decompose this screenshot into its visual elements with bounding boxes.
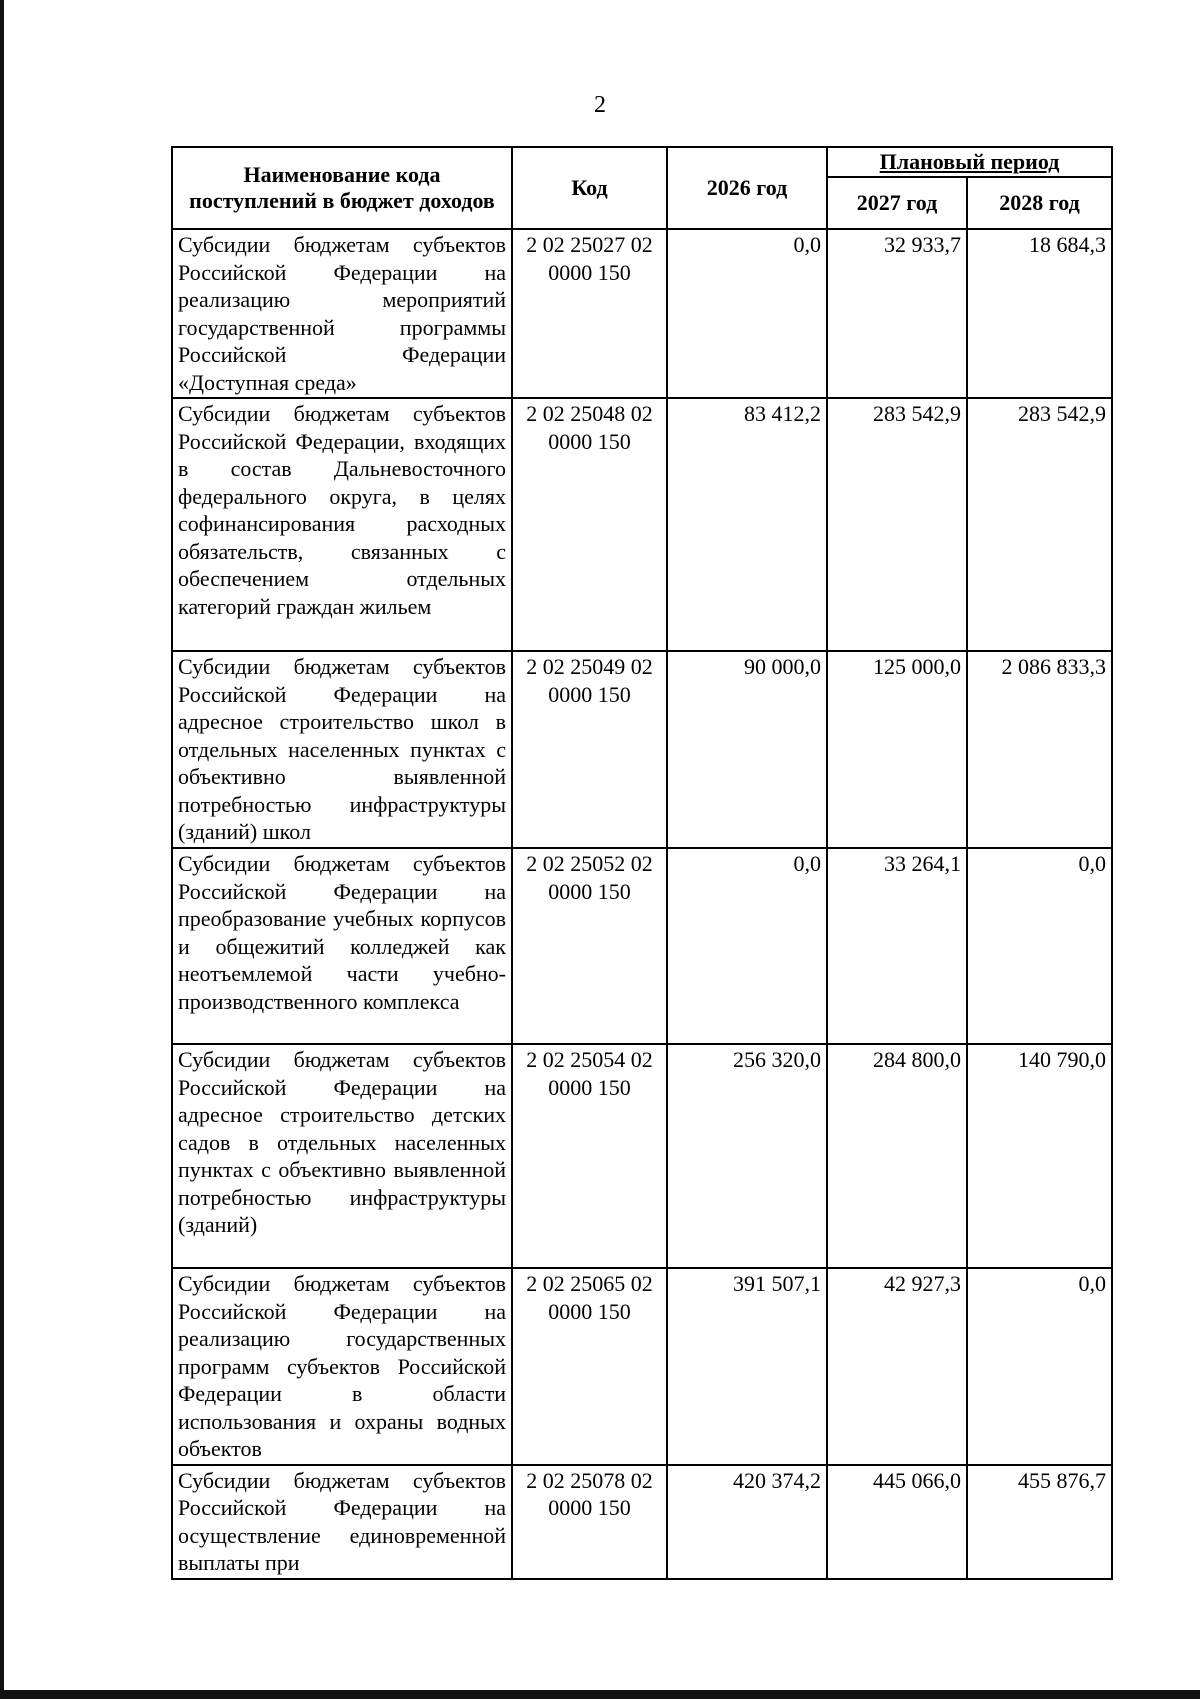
row-name: Субсидии бюджетам субъектов Российской Федерации на осуществление единовременной выплаты при: [172, 1465, 512, 1579]
header-2028: 2028 год: [967, 177, 1112, 229]
header-2026: 2026 год: [667, 147, 827, 229]
row-2026: 420 374,2: [667, 1465, 827, 1579]
row-name: Субсидии бюджетам субъектов Российской Федерации на реализацию государственных программ субъектов Российской Федерации в области использования и охраны водных объектов: [172, 1268, 512, 1465]
header-2027: 2027 год: [827, 177, 967, 229]
row-2028: 0,0: [967, 848, 1112, 1044]
row-2027: 284 800,0: [827, 1044, 967, 1268]
row-code: 2 02 25049 02 0000 150: [512, 651, 667, 848]
row-name: Субсидии бюджетам субъектов Российской Федерации на преобразование учебных корпусов и общежитий колледжей как неотъемлемой части учебно-производственного комплекса: [172, 848, 512, 1044]
row-code: 2 02 25048 02 0000 150: [512, 398, 667, 651]
row-code: 2 02 25065 02 0000 150: [512, 1268, 667, 1465]
table-row: [172, 848, 1112, 1044]
row-name: Субсидии бюджетам субъектов Российской Федерации на адресное строительство школ в отдельных населенных пунктах с объективно выявленной потребностью инфраструктуры (зданий) школ: [172, 651, 512, 848]
header-name: Наименование кода поступлений в бюджет доходов: [172, 147, 512, 229]
row-2026: 391 507,1: [667, 1268, 827, 1465]
row-2027: 283 542,9: [827, 398, 967, 651]
scan-edge-bottom: [0, 1690, 1200, 1699]
row-2026: 0,0: [667, 848, 827, 1044]
row-2028: 2 086 833,3: [967, 651, 1112, 848]
row-2027: 125 000,0: [827, 651, 967, 848]
row-code: 2 02 25052 02 0000 150: [512, 848, 667, 1044]
row-2026: 0,0: [667, 229, 827, 398]
row-2028: 140 790,0: [967, 1044, 1112, 1268]
table-row: [172, 229, 1112, 398]
row-2026: 90 000,0: [667, 651, 827, 848]
row-name: Субсидии бюджетам субъектов Российской Федерации на адресное строительство детских садов в отдельных населенных пунктах с объективно выявленной потребностью инфраструктуры (зданий): [172, 1044, 512, 1268]
table-row: [172, 1268, 1112, 1465]
header-planned-period: Плановый период: [827, 147, 1112, 177]
row-2028: 283 542,9: [967, 398, 1112, 651]
row-2027: 445 066,0: [827, 1465, 967, 1579]
row-2026: 256 320,0: [667, 1044, 827, 1268]
row-2027: 33 264,1: [827, 848, 967, 1044]
table-row: [172, 1465, 1112, 1579]
row-code: 2 02 25027 02 0000 150: [512, 229, 667, 398]
row-2028: 18 684,3: [967, 229, 1112, 398]
header-row-1: [172, 147, 1112, 177]
row-2027: 32 933,7: [827, 229, 967, 398]
row-name: Субсидии бюджетам субъектов Российской Федерации на реализацию мероприятий государственной программы Российской Федерации «Доступная среда»: [172, 229, 512, 398]
row-2028: 0,0: [967, 1268, 1112, 1465]
header-code: Код: [512, 147, 667, 229]
row-code: 2 02 25078 02 0000 150: [512, 1465, 667, 1579]
row-name: Субсидии бюджетам субъектов Российской Федерации, входящих в состав Дальневосточного федерального округа, в целях софинансирования расходных обязательств, связанных с обеспечением отдельных категорий граждан жильем: [172, 398, 512, 651]
row-2026: 83 412,2: [667, 398, 827, 651]
row-2027: 42 927,3: [827, 1268, 967, 1465]
table-row: [172, 1044, 1112, 1268]
budget-revenue-table: [171, 146, 1113, 1580]
table-row: [172, 651, 1112, 848]
row-code: 2 02 25054 02 0000 150: [512, 1044, 667, 1268]
scan-edge-left: [0, 0, 4, 1699]
table-row: [172, 398, 1112, 651]
page-number: 2: [594, 92, 606, 118]
row-2028: 455 876,7: [967, 1465, 1112, 1579]
